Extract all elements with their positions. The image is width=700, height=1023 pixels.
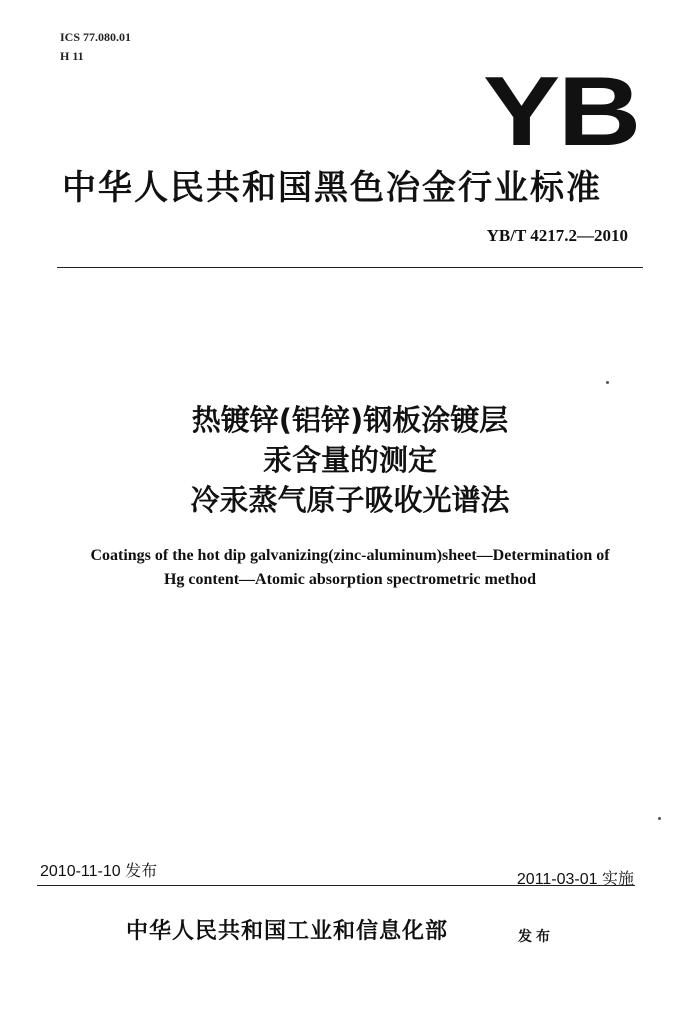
english-title [0,544,700,592]
english-title-line-2: Hg content—Atomic absorption spectrometric method [163,571,537,588]
ics-code: ICS 77.080.01 [60,30,132,44]
issue-date: 2010-11-10 发布 [40,863,158,880]
standard-category-title: 中华人民共和国黑色冶金行业标准 [62,168,602,208]
chinese-title-line-2: 汞含量的测定 [262,443,437,477]
bottom-divider [37,885,635,886]
standard-number: YB/T 4217.2—2010 [486,226,628,245]
chinese-title [0,400,700,520]
implementation-date: 2011-03-01 实施 [516,871,634,888]
yb-logo: YB [483,56,639,166]
scan-speck [606,381,609,384]
issuing-authority: 中华人民共和国工业和信息化部 [126,918,449,944]
english-title-line-1: Coatings of the hot dip galvanizing(zinc-aluminum)sheet—Determination of [90,547,610,564]
issue-label: 发布 [518,929,554,945]
chinese-title-line-1: 热镀锌(铝锌)钢板涂镀层 [191,403,509,437]
top-divider [57,267,643,268]
ccs-code: H 11 [60,49,84,63]
scan-speck [658,817,661,820]
chinese-title-line-3: 冷汞蒸气原子吸收光谱法 [190,483,510,517]
